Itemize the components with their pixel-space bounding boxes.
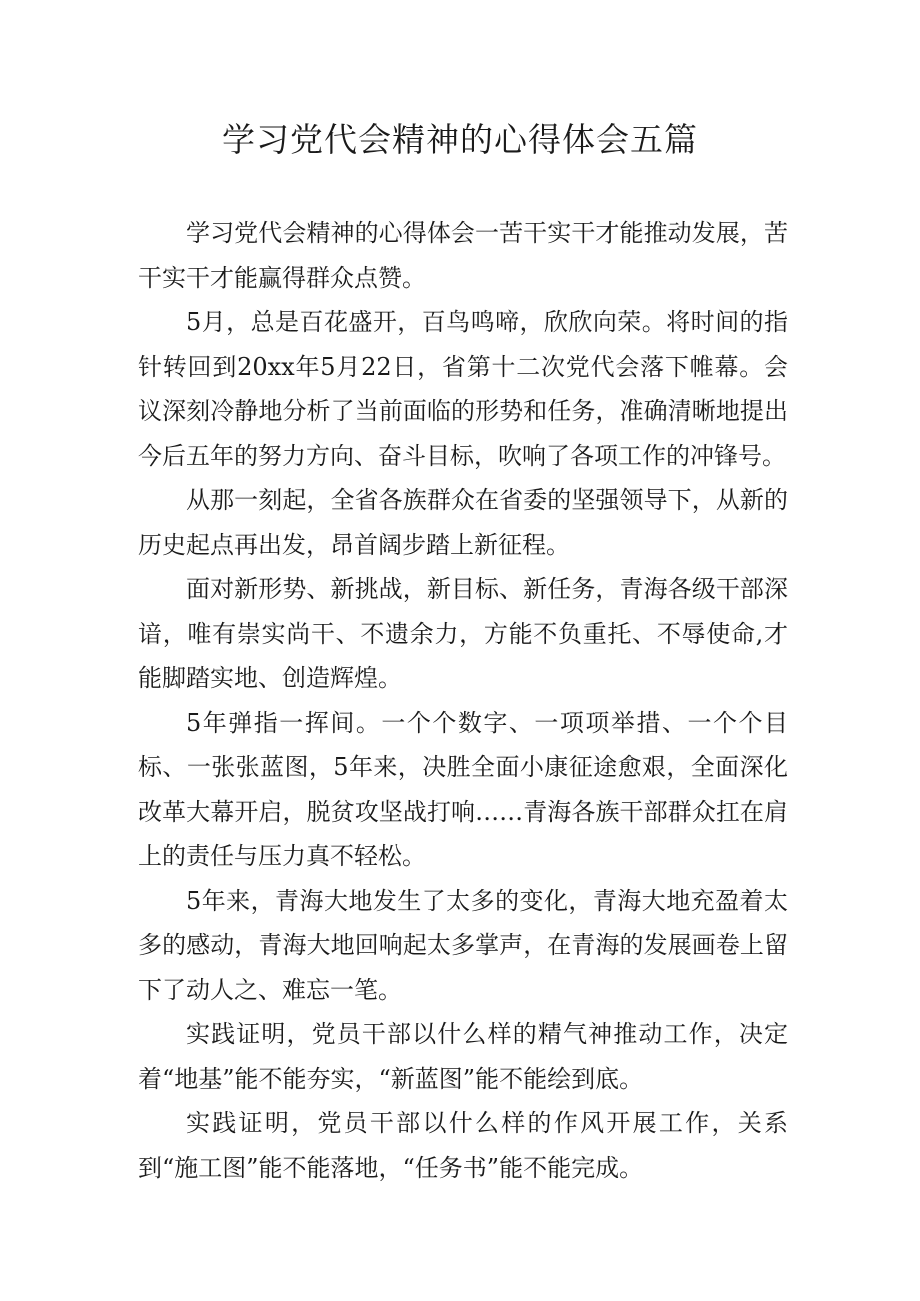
paragraph: 从那一刻起，全省各族群众在省委的坚强领导下，从新的历史起点再出发，昂首阔步踏上新征程。 bbox=[138, 486, 788, 559]
paragraph: 5月，总是百花盛开，百鸟鸣啼，欣欣向荣。将时间的指针转回到20xx年5月22日，省第十二次党代会落下帷幕。会议深刻冷静地分析了当前面临的形势和任务，准确清晰地提出今后五年的努力方向、奋斗目标，吹响了各项工作的冲锋号。 bbox=[138, 308, 788, 470]
paragraph: 实践证明，党员干部以什么样的作风开展工作，关系到“施工图”能不能落地，“任务书”能不能完成。 bbox=[138, 1109, 788, 1182]
paragraph: 实践证明，党员干部以什么样的精气神推动工作，决定着“地基”能不能夯实，“新蓝图”能不能绘到底。 bbox=[138, 1020, 788, 1093]
paragraph: 学习党代会精神的心得体会一苦干实干才能推动发展，苦干实干才能赢得群众点赞。 bbox=[138, 219, 788, 292]
paragraph: 5年弹指一挥间。一个个数字、一项项举措、一个个目标、一张张蓝图，5年来，决胜全面小康征途愈艰，全面深化改革大幕开启，脱贫攻坚战打响……青海各族干部群众扛在肩上的责任与压力真不轻松。 bbox=[138, 708, 788, 870]
document-title: 学习党代会精神的心得体会五篇 bbox=[222, 120, 698, 159]
document-body bbox=[138, 211, 788, 1190]
paragraph: 5年来，青海大地发生了太多的变化，青海大地充盈着太多的感动，青海大地回响起太多掌声，在青海的发展画卷上留下了动人之、难忘一笔。 bbox=[138, 886, 788, 1004]
paragraph: 面对新形势、新挑战，新目标、新任务，青海各级干部深谙，唯有崇实尚干、不遗余力，方能不负重托、不辱使命,才能脚踏实地、创造辉煌。 bbox=[138, 575, 788, 692]
